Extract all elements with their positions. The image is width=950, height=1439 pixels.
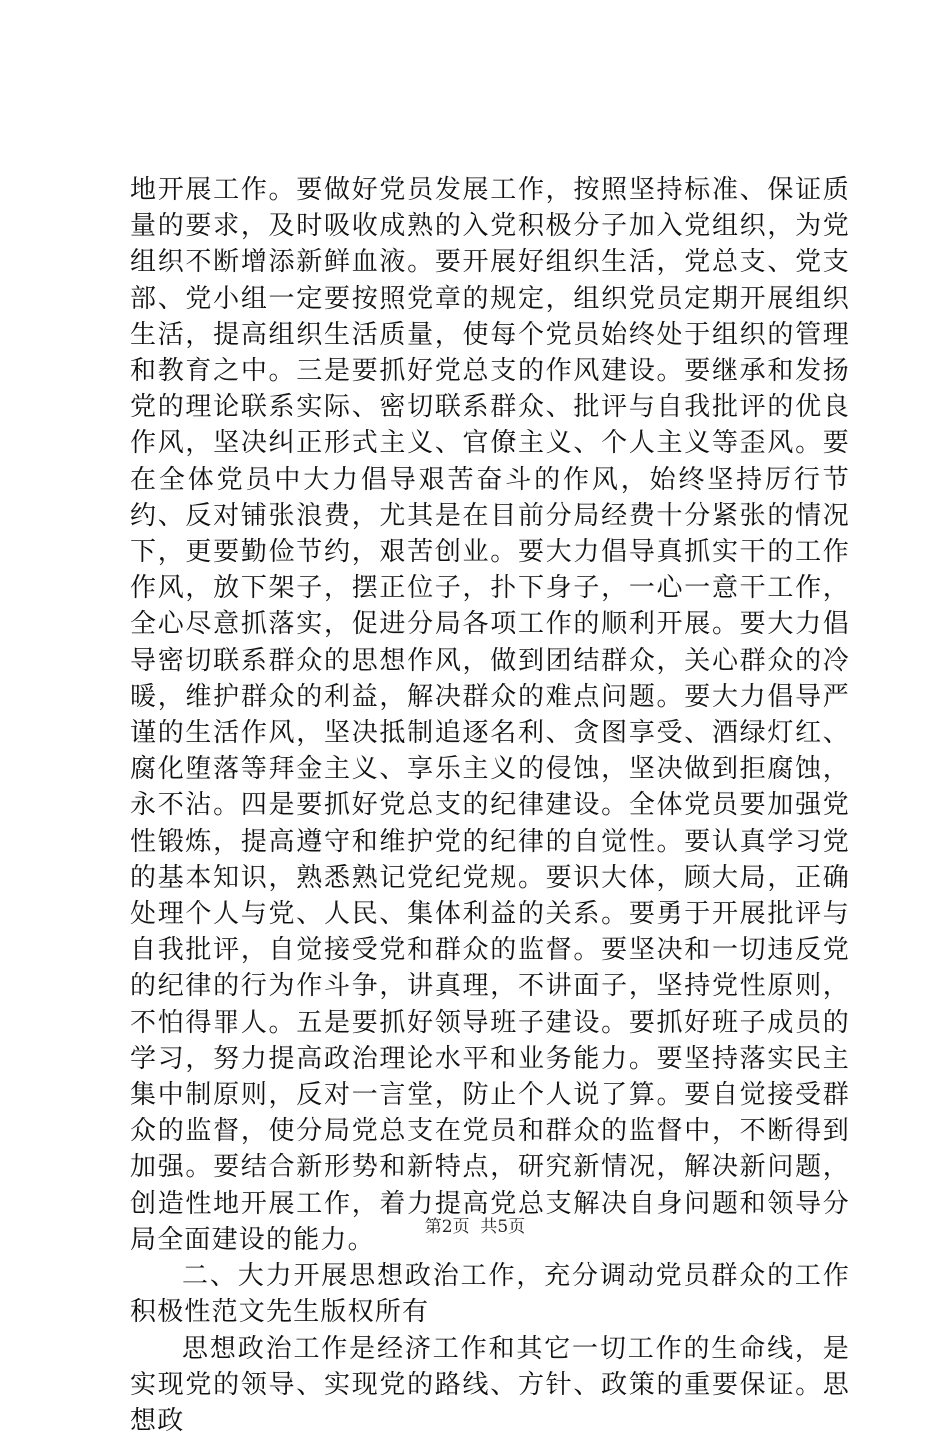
body-paragraph-3: 思想政治工作是经济工作和其它一切工作的生命线，是实现党的领导、实现党的路线、方针、政策的重要保证。思想政 (130, 1331, 850, 1439)
section-heading-2: 二、大力开展思想政治工作，充分调动党员群众的工作积极性范文先生版权所有 (130, 1258, 850, 1330)
body-paragraph-1: 地开展工作。要做好党员发展工作，按照坚持标准、保证质量的要求，及时吸收成熟的入党积极分子加入党组织，为党组织不断增添新鲜血液。要开展好组织生活，党总支、党支部、党小组一定要按照党章的规定，组织党员定期开展组织生活，提高组织生活质量，使每个党员始终处于组织的管理和教育之中。三是要抓好党总支的作风建设。要继承和发扬党的理论联系实际、密切联系群众、批评与自我批评的优良作风，坚决纠正形式主义、官僚主义、个人主义等歪风。要在全体党员中大力倡导艰苦奋斗的作风，始终坚持厉行节约、反对铺张浪费，尤其是在目前分局经费十分紧张的情况下，更要勤俭节约，艰苦创业。要大力倡导真抓实干的工作作风，放下架子，摆正位子，扑下身子，一心一意干工作，全心尽意抓落实，促进分局各项工作的顺利开展。要大力倡导密切联系群众的思想作风，做到团结群众，关心群众的冷暖，维护群众的利益，解决群众的难点问题。要大力倡导严谨的生活作风，坚决抵制追逐名利、贪图享受、酒绿灯红、腐化堕落等拜金主义、享乐主义的侵蚀，坚决做到拒腐蚀，永不沾。四是要抓好党总支的纪律建设。全体党员要加强党性锻炼，提高遵守和维护党的纪律的自觉性。要认真学习党的基本知识，熟悉熟记党纪党规。要识大体，顾大局，正确处理个人与党、人民、集体利益的关系。要勇于开展批评与自我批评，自觉接受党和群众的监督。要坚决和一切违反党的纪律的行为作斗争，讲真理，不讲面子，坚持党性原则，不怕得罪人。五是要抓好领导班子建设。要抓好班子成员的学习，努力提高政治理论水平和业务能力。要坚持落实民主集中制原则，反对一言堂，防止个人说了算。要自觉接受群众的监督，使分局党总支在党员和群众的监督中，不断得到加强。要结合新形势和新特点，研究新情况，解决新问题，创造性地开展工作，着力提高党总支解决自身问题和领导分局全面建设的能力。 (130, 172, 850, 1258)
document-body (130, 172, 850, 1439)
page-number-label: 第2页 共5页 (425, 1217, 525, 1237)
page-footer (0, 1212, 950, 1237)
